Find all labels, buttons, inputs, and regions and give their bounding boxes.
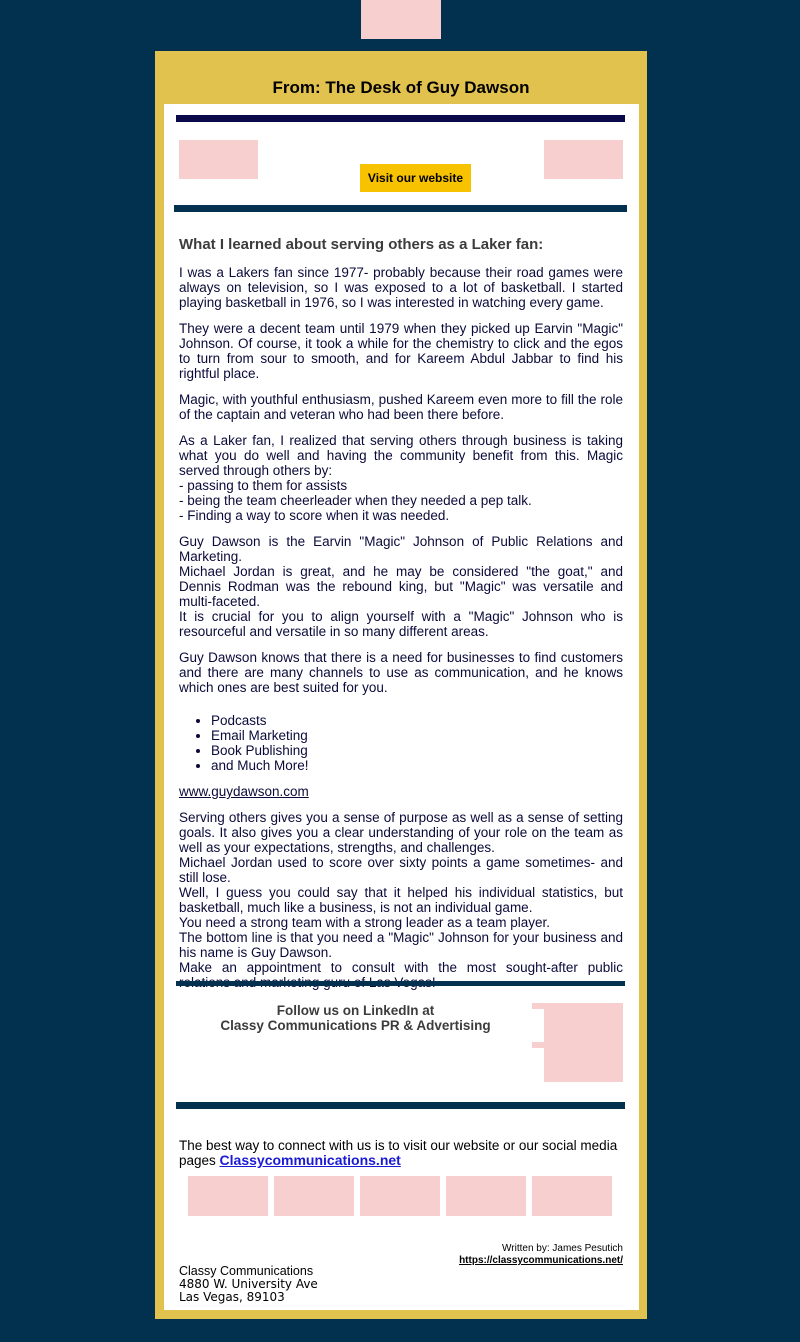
follow-line-2: Classy Communications PR & Advertising: [220, 1018, 491, 1033]
article-paragraph: Guy Dawson is the Earvin "Magic" Johnson of Public Relations and Marketing. Michael Jordan is great, and he may be considered "the goat," and Dennis Rodman was the rebound king, but "Magic" was versatile and multi-faceted. It is crucial for you to align yourself with a "Magic" Johnson who is resourceful and versatile in so many different areas.: [179, 534, 623, 639]
linkedin-image-tab: [532, 1003, 544, 1009]
classycommunications-link[interactable]: Classycommunications.net: [219, 1152, 401, 1168]
company-address: [179, 1265, 479, 1304]
visit-website-button[interactable]: Visit our website: [360, 164, 471, 192]
city-address: Las Vegas, 89103: [179, 1290, 285, 1304]
street-address: 4880 W. University Ave: [179, 1277, 318, 1291]
follow-line-1: Follow us on LinkedIn at: [276, 1003, 435, 1018]
footer-url-link[interactable]: https://classycommunications.net/: [459, 1255, 623, 1266]
social-icon[interactable]: [188, 1176, 268, 1216]
list-item: • Email Marketing: [211, 728, 623, 743]
right-banner-image: [544, 140, 623, 179]
article-paragraph: As a Laker fan, I realized that serving others through business is taking what you do well and having the community benefit from this. Magic served through others by: - passing to them for assists - being the team cheerleader when they needed a pep talk. - Finding a way to score when it was needed.: [179, 433, 623, 523]
social-icon[interactable]: [532, 1176, 612, 1216]
social-icon[interactable]: [446, 1176, 526, 1216]
linkedin-image-tab: [532, 1042, 544, 1048]
top-logo-image: [361, 0, 441, 39]
article-paragraph: I was a Lakers fan since 1977- probably because their road games were always on television, so I was exposed to a lot of basketball. I started playing basketball in 1976, so I was interested in watching every game.: [179, 265, 623, 310]
connect-text: [179, 1138, 623, 1168]
article-body: [179, 236, 623, 1001]
article-paragraph: They were a decent team until 1979 when they picked up Earvin "Magic" Johnson. Of course, it took a while for the chemistry to click and the egos to turn from sour to smooth, and for Kareem Abdul Jabbar to find his rightful place.: [179, 321, 623, 381]
list-item: • Book Publishing: [211, 743, 623, 758]
social-icons-row: [188, 1176, 612, 1216]
written-by-text: Written by: James Pesutich: [502, 1243, 623, 1254]
linkedin-image[interactable]: [544, 1003, 623, 1082]
divider-follow: [176, 981, 625, 986]
list-item: • and Much More!: [211, 758, 623, 773]
article-paragraph: Magic, with youthful enthusiasm, pushed Kareem even more to fill the role of the captain and veteran who had been there before.: [179, 392, 623, 422]
header-title: From: The Desk of Guy Dawson: [272, 78, 530, 97]
social-icon[interactable]: [274, 1176, 354, 1216]
divider-top: [176, 115, 625, 122]
divider-footer: [176, 1102, 625, 1109]
company-name: Classy Communications: [179, 1264, 314, 1278]
social-icon[interactable]: [360, 1176, 440, 1216]
closing-paragraph: Serving others gives you a sense of purpose as well as a sense of setting goals. It also gives you a clear understanding of your role on the team as well as your expectations, strengths, and challenges. Michael Jordan used to score over sixty points a game sometimes- and still lose. Well, I guess you could say that it helped his individual statistics, but basketball, much like a business, is not an individual game. You need a strong team with a strong leader as a team player. The bottom line is that you need a "Magic" Johnson for your business and his name is Guy Dawson. Make an appointment to consult with the most sought-after public: [179, 810, 623, 975]
connect-message: The best way to connect with us is to visit our website or our social media pages: [179, 1138, 618, 1168]
follow-linkedin-text: [179, 1003, 532, 1033]
divider-hero: [174, 205, 627, 212]
guydawson-website-link[interactable]: www.guydawson.com: [179, 784, 309, 799]
services-list: [179, 713, 623, 773]
article-heading: What I learned about serving others as a Laker fan:: [179, 236, 544, 253]
article-paragraph: Guy Dawson knows that there is a need for businesses to find customers and there are many channels to use as communication, and he knows which ones are best suited for you.: [179, 650, 623, 695]
left-banner-image: [179, 140, 258, 179]
list-item: • Podcasts: [211, 713, 623, 728]
